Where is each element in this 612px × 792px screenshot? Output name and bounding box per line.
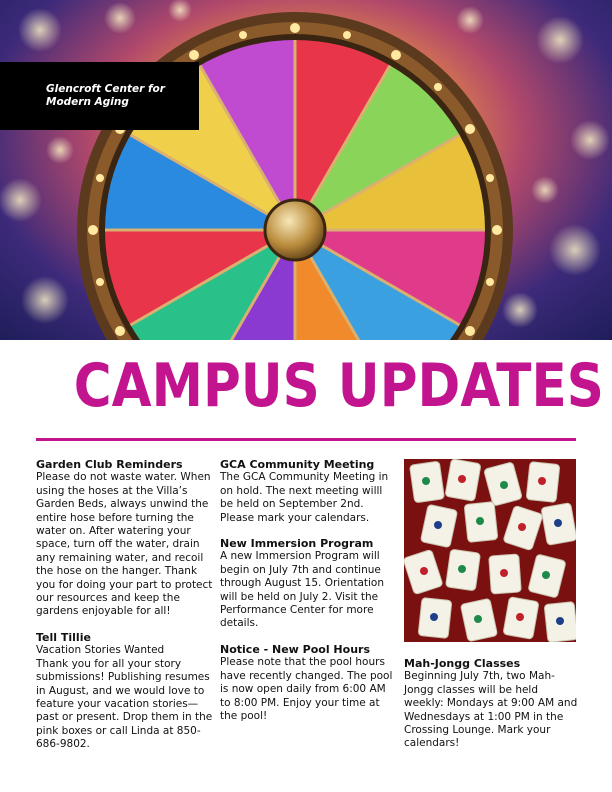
mahjong-tiles-image — [404, 459, 576, 642]
article-body: The GCA Community Meeting in on hold. The next meeting willl be held on September 2nd. Please mark your calendars. — [220, 471, 389, 524]
hero-banner — [0, 0, 612, 340]
article-heading: New Immersion Program — [220, 537, 374, 551]
article-immersion-program — [220, 537, 398, 631]
column-right — [404, 657, 578, 751]
article-garden-club — [36, 458, 214, 619]
mahjong-tiles-icon — [404, 459, 576, 642]
page-title: CAMPUS UPDATES — [73, 351, 604, 421]
organization-name-line2: Modern Aging — [46, 96, 129, 108]
article-body: A new Immersion Program will begin on July 7th and continue through August 15. Orientation will be held on July 2. Visit the Performance Center for more details. — [220, 550, 384, 630]
article-community-meeting — [220, 458, 398, 525]
article-heading: Notice - New Pool Hours — [220, 642, 370, 656]
title-divider — [36, 438, 576, 441]
organization-logo — [0, 62, 199, 130]
column-middle — [220, 458, 398, 723]
article-mahjong-classes — [404, 657, 578, 751]
organization-name-line1: Glencroft Center for — [46, 83, 165, 95]
prize-wheel-icon — [0, 0, 612, 340]
article-subheading: Vacation Stories Wanted — [36, 644, 165, 657]
article-body: Thank you for all your story submissions! Publishing resumes in August, and we would love to feature your vacation stories—past or present. Drop them in the pink boxes or call Linda at 850-686-9802. — [36, 657, 213, 751]
article-body: Beginning July 7th, two Mah-Jongg classes will be held weekly: Mondays at 9:00 AM and Wednesdays at 1:00 PM in the Crossing Lounge. Mark your calendars! — [404, 670, 578, 750]
article-heading: GCA Community Meeting — [220, 458, 375, 471]
article-heading: Tell Tillie — [36, 630, 91, 644]
article-pool-hours — [220, 643, 398, 723]
article-heading: Mah-Jongg Classes — [404, 657, 521, 670]
column-left — [36, 458, 214, 752]
article-heading: Garden Club Reminders — [36, 458, 183, 471]
article-body: Please do not waste water. When using the hoses at the Villa’s Garden Beds, always unwind the entire hose before turning the water on. After watering your space, turn off the water, drain any remaining water, and recoil the hose on the hanger. Thank you for doing your part to protect our resources and keep the gardens enjoyable for all! — [36, 471, 213, 618]
article-tell-tillie — [36, 631, 214, 752]
article-body: Please note that the pool hours have recently changed. The pool is now open daily from 6:00 AM to 8:00 PM. Enjoy your time at the pool! — [220, 656, 393, 722]
